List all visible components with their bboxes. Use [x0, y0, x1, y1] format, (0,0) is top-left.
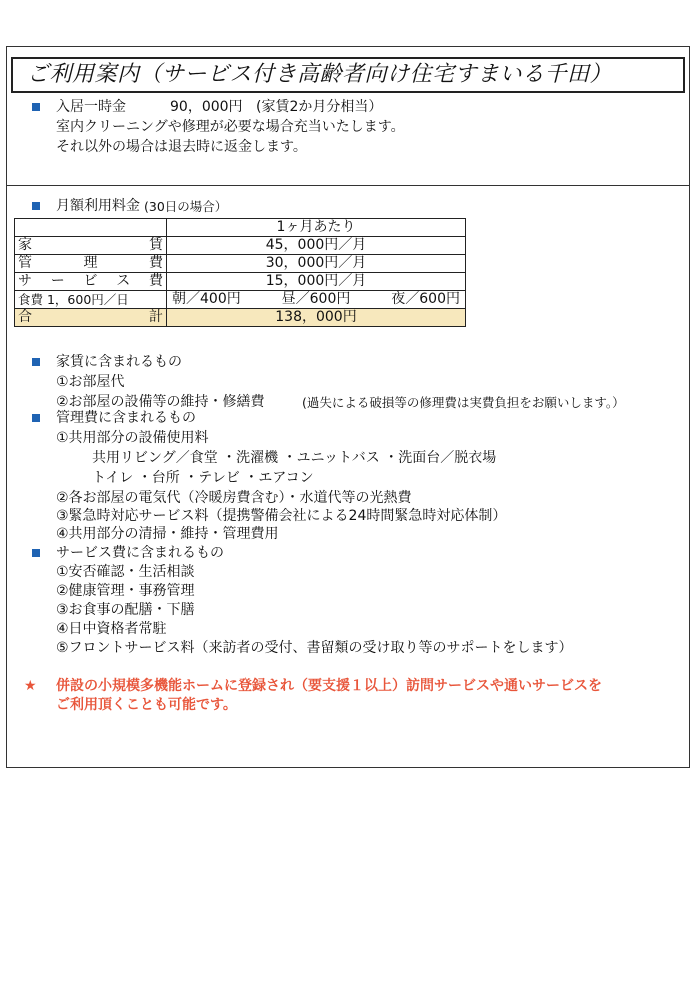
page-title: ご利用案内（サービス付き高齢者向け住宅すまいる千田）	[27, 62, 613, 87]
square-bullet-icon	[32, 202, 40, 210]
lunch-price: 昼／600円	[281, 291, 351, 307]
food-values	[167, 291, 466, 309]
dinner-price: 夜／600円	[391, 291, 460, 307]
monthly-heading-note: (30日の場合）	[144, 199, 228, 214]
square-bullet-icon	[32, 414, 40, 422]
row-label: 家賃	[15, 237, 167, 255]
table-corner-cell	[15, 219, 167, 237]
mgmt-item1-sub1: 共用リビング／食堂 ・洗濯機 ・ユニットバス ・洗面台／脱衣場	[92, 450, 497, 466]
table-row	[15, 237, 466, 255]
service-item5: ⑤フロントサービス料（来訪者の受付、書留類の受け取り等のサポートをします）	[56, 640, 573, 656]
title-box	[11, 57, 685, 93]
fee-table	[14, 218, 466, 327]
service-heading: サービス費に含まれるもの	[56, 545, 224, 561]
section-divider	[6, 185, 690, 186]
notice-line2: ご利用頂くことも可能です。	[56, 697, 237, 713]
deposit-amount: 90，000円	[170, 99, 243, 115]
square-bullet-icon	[32, 358, 40, 366]
mgmt-item2: ②各お部屋の電気代（冷暖房費含む）・水道代等の光熱費	[56, 490, 412, 506]
deposit-line2: 室内クリーニングや修理が必要な場合充当いたします。	[56, 119, 405, 135]
table-row	[15, 291, 466, 309]
column-header: 1ヶ月あたり	[167, 219, 466, 237]
rent-item2-note: (過失による破損等の修理費は実費負担をお願いします。）	[302, 395, 625, 410]
square-bullet-icon	[32, 549, 40, 557]
notice-line1: 併設の小規模多機能ホームに登録され（要支援１以上）訪問サービスや通いサービスを	[56, 678, 602, 694]
mgmt-item1-sub2: トイレ ・台所 ・テレビ ・エアコン	[92, 470, 314, 486]
rent-item1: ①お部屋代	[56, 374, 125, 390]
row-value: 30，000円／月	[167, 255, 466, 273]
total-label: 合計	[15, 309, 167, 327]
mgmt-item4: ④共用部分の清掃・維持・管理費用	[56, 526, 279, 542]
monthly-heading: 月額利用料金	[56, 198, 140, 214]
deposit-note: (家賃2か月分相当）	[256, 99, 383, 115]
square-bullet-icon	[32, 103, 40, 111]
table-row	[15, 219, 466, 237]
service-item1: ①安否確認・生活相談	[56, 564, 195, 580]
row-value: 15，000円／月	[167, 273, 466, 291]
deposit-line3: それ以外の場合は退去時に返金します。	[56, 139, 307, 155]
table-row	[15, 255, 466, 273]
rent-heading: 家賃に含まれるもの	[56, 354, 182, 370]
mgmt-heading: 管理費に含まれるもの	[56, 410, 196, 426]
total-row	[15, 309, 466, 327]
mgmt-item1: ①共用部分の設備使用料	[56, 430, 209, 446]
row-value: 45，000円／月	[167, 237, 466, 255]
row-label: 管理費	[15, 255, 167, 273]
star-icon: ★	[24, 678, 37, 694]
total-value: 138，000円	[167, 309, 466, 327]
mgmt-item3: ③緊急時対応サービス料（提携警備会社による24時間緊急時対応体制）	[56, 508, 507, 524]
breakfast-price: 朝／400円	[172, 291, 241, 307]
service-item2: ②健康管理・事務管理	[56, 583, 195, 599]
deposit-label: 入居一時金	[56, 99, 126, 115]
rent-item2: ②お部屋の設備等の維持・修繕費	[56, 394, 265, 410]
food-label: 食費 1，600円／日	[15, 291, 167, 309]
row-label: サービス費	[15, 273, 167, 291]
table-row	[15, 273, 466, 291]
service-item3: ③お食事の配膳・下膳	[56, 602, 195, 618]
service-item4: ④日中資格者常駐	[56, 621, 167, 637]
